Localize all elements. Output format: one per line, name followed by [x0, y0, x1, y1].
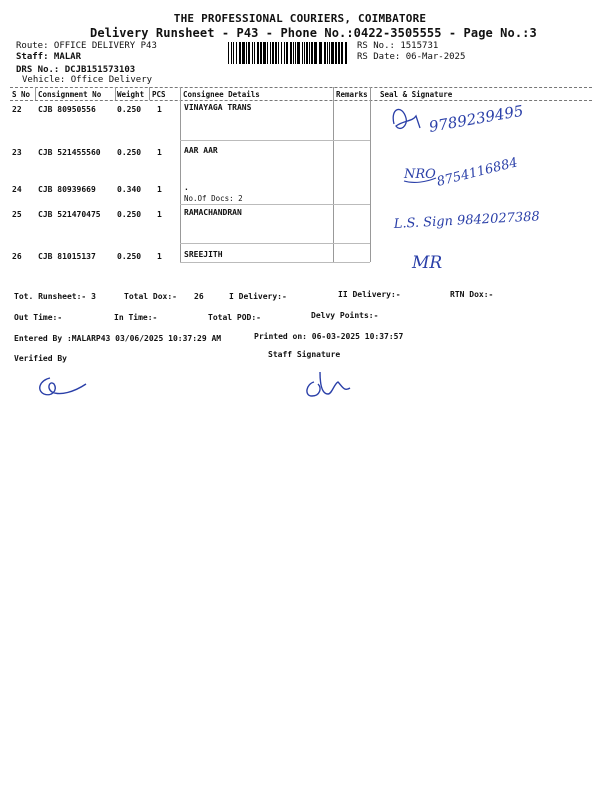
col-seal-signature: Seal & Signature: [380, 90, 453, 99]
barcode-bar: [284, 42, 285, 64]
barcode-bar: [319, 42, 322, 64]
handwritten-phone-25: L.S. Sign 9842027388: [393, 209, 541, 232]
barcode-bar: [335, 42, 337, 64]
barcode-bar: [242, 42, 245, 64]
signature-row-25: [392, 206, 592, 236]
barcode-bar: [309, 42, 310, 64]
barcode-bar: [327, 42, 328, 64]
rs-number: RS No.: 1515731: [357, 41, 439, 51]
row-sno: 23: [12, 148, 22, 157]
row-sno: 24: [12, 185, 22, 194]
col-divider: [180, 87, 181, 262]
barcode-bar: [281, 42, 282, 64]
out-time: Out Time:-: [14, 313, 63, 322]
barcode-bar: [248, 42, 250, 64]
drs-label: DRS No.: DCJB151573103: [16, 65, 136, 75]
signature-row-23: [400, 148, 580, 198]
barcode-bar: [306, 42, 308, 64]
col-divider: [333, 87, 334, 262]
col-sno: S No: [12, 90, 31, 99]
barcode-bar: [278, 42, 279, 64]
company-title: THE PROFESSIONAL COURIERS, COIMBATORE: [173, 12, 427, 25]
barcode-bar: [302, 42, 303, 64]
barcode-bar: [314, 42, 317, 64]
ii-delivery: II Delivery:-: [338, 290, 401, 299]
i-delivery: I Delivery:-: [229, 292, 287, 301]
barcode-bar: [239, 42, 241, 64]
table-top-rule: [10, 87, 592, 88]
rtn-dox: RTN Dox:-: [450, 290, 494, 299]
row-sno: 22: [12, 105, 22, 114]
barcode-bar: [293, 42, 294, 64]
barcode-bar: [231, 42, 232, 64]
staff-signature-label: Staff Signature: [268, 350, 341, 359]
row-consignment: CJB 81015137: [38, 252, 96, 261]
row-pcs: 1: [157, 148, 162, 157]
entered-by: Entered By :MALARP43 03/06/2025 10:37:29 AM: [14, 334, 222, 343]
barcode-bar: [311, 42, 313, 64]
total-dox-label: Total Dox:-: [124, 292, 177, 301]
runsheet-title: Delivery Runsheet - P43 - Phone No.:0422-3505555 - Page No.:3: [90, 26, 537, 40]
handwritten-phone-23: 8754116884: [435, 155, 520, 190]
barcode-bar: [252, 42, 253, 64]
tot-runsheet: Tot. Runsheet:- 3: [14, 292, 96, 301]
row-weight: 0.250: [117, 148, 142, 157]
col-divider: [115, 87, 116, 100]
barcode-bar: [345, 42, 347, 64]
staff-signature: [298, 366, 358, 406]
col-consignment: Consignment No: [38, 90, 102, 99]
barcode-bar: [260, 42, 262, 64]
row-consignment: CJB 521470475: [38, 210, 101, 219]
signature-row-22: [372, 96, 592, 146]
row-weight: 0.250: [117, 210, 142, 219]
in-time: In Time:-: [114, 313, 158, 322]
col-divider: [149, 87, 150, 100]
barcode-bar: [304, 42, 305, 64]
barcode-bar: [267, 42, 268, 64]
printed-on: Printed on: 06-03-2025 10:37:57: [254, 332, 404, 341]
row-pcs: 1: [157, 185, 162, 194]
row-consignee: AAR AAR: [184, 146, 218, 155]
barcode: [228, 42, 349, 64]
row-weight: 0.250: [117, 105, 142, 114]
barcode-bar: [233, 42, 234, 64]
barcode-bar: [257, 42, 259, 64]
row-doc-count: No.Of Docs: 2: [184, 194, 243, 203]
row-divider: [180, 204, 370, 205]
delvy-points: Delvy Points:-: [311, 311, 379, 320]
col-remarks: Remarks: [336, 90, 368, 99]
row-consignee: RAMACHANDRAN: [184, 208, 242, 217]
total-pod: Total POD:-: [208, 313, 261, 322]
barcode-bar: [329, 42, 330, 64]
barcode-bar: [341, 42, 343, 64]
row-divider: [180, 262, 370, 263]
row-weight: 0.250: [117, 252, 142, 261]
verified-by-label: Verified By: [14, 354, 67, 363]
col-divider: [35, 87, 36, 100]
verified-signature: [30, 368, 100, 403]
barcode-bar: [254, 42, 255, 64]
barcode-bar: [275, 42, 277, 64]
vehicle-label: Vehicle: Office Delivery: [22, 75, 153, 85]
barcode-bar: [338, 42, 340, 64]
barcode-bar: [246, 42, 247, 64]
col-divider: [370, 87, 371, 262]
barcode-bar: [228, 42, 229, 64]
row-pcs: 1: [157, 105, 162, 114]
barcode-bar: [236, 42, 237, 64]
col-consignee: Consignee Details: [183, 90, 260, 99]
row-divider: [180, 243, 370, 244]
row-consignee: VINAYAGA TRANS: [184, 103, 252, 112]
row-sno: 26: [12, 252, 22, 261]
row-weight: 0.340: [117, 185, 142, 194]
handwritten-phone-22: 9789239495: [427, 101, 525, 136]
barcode-bar: [331, 42, 334, 64]
barcode-bar: [270, 42, 271, 64]
row-consignment: CJB 80950556: [38, 105, 96, 114]
barcode-bar: [290, 42, 292, 64]
col-pcs: PCS: [152, 90, 166, 99]
barcode-bar: [263, 42, 266, 64]
row-consignee: SREEJITH: [184, 250, 223, 259]
barcode-bar: [286, 42, 288, 64]
row-consignment: CJB 80939669: [38, 185, 96, 194]
row-divider: [180, 140, 370, 141]
row-sno: 25: [12, 210, 22, 219]
handwritten-initials-26: MR: [412, 253, 443, 273]
row-consignment: CJB 521455560: [38, 148, 101, 157]
staff-label: Staff: MALAR: [16, 52, 82, 62]
barcode-bar: [297, 42, 300, 64]
handwritten-name-23: NRO: [404, 167, 436, 182]
row-consignee: .: [184, 183, 189, 192]
barcode-bar: [272, 42, 274, 64]
route-label: Route: OFFICE DELIVERY P43: [16, 41, 157, 51]
barcode-bar: [295, 42, 296, 64]
col-weight: Weight: [117, 90, 145, 99]
rs-date: RS Date: 06-Mar-2025: [357, 52, 466, 62]
signature-row-26: [410, 246, 470, 276]
barcode-bar: [324, 42, 326, 64]
row-pcs: 1: [157, 210, 162, 219]
row-pcs: 1: [157, 252, 162, 261]
total-dox-value: 26: [194, 292, 204, 301]
